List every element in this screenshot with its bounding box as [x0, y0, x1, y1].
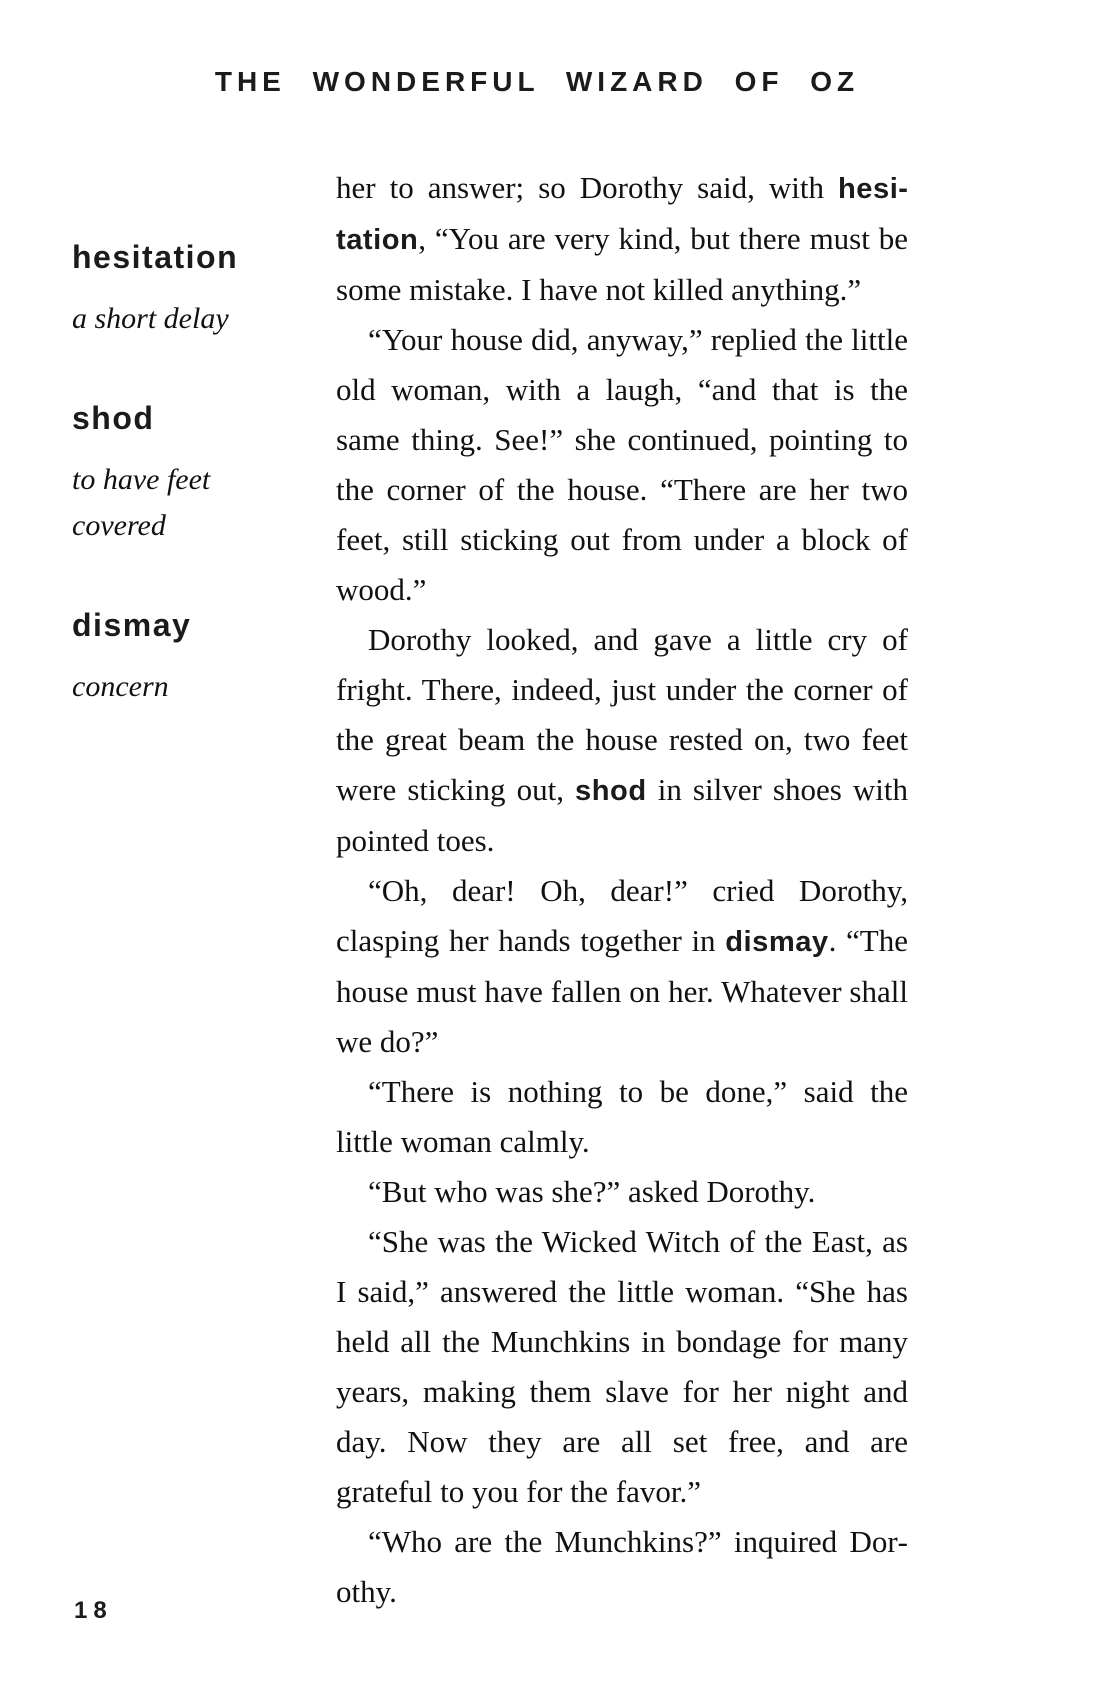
- vocab-term: shod: [72, 400, 155, 436]
- story-text: [336, 163, 908, 1617]
- vocab-definition: to have feet covered: [72, 463, 211, 542]
- paragraph: “Your house did, anyway,” replied the little old woman, with a laugh, “and that is the same thing. See!” she continued, pointing to the corner of the house. “There are her two feet, still sticking out from under a block of wood.”: [336, 322, 908, 607]
- vocab-definition: a short delay: [72, 302, 229, 335]
- vocab-definition: concern: [72, 670, 169, 703]
- paragraph: “Oh, dear! Oh, dear!” cried Dorothy, clasping her hands together in dismay. “The house must have fallen on her. Whatever shall we do?”: [336, 873, 908, 1059]
- paragraph: her to answer; so Dorothy said, with hesitation, “You are very kind, but there must be some mistake. I have not killed anything.”: [336, 170, 908, 307]
- vocab-term: hesitation: [72, 239, 239, 275]
- vocab-entry: [72, 399, 302, 549]
- paragraph: “But who was she?” asked Dorothy.: [368, 1174, 816, 1209]
- paragraph: Dorothy looked, and gave a little cry of fright. There, indeed, just under the corner of the great beam the house rested on, two feet were sticking out, shod in silver shoes with pointed toes.: [336, 622, 908, 858]
- paragraph: “She was the Wicked Witch of the East, as I said,” answered the little woman. “She has held all the Munchkins in bondage for many years, making them slave for her night and day. Now they are all set free, and are grateful to you for the favor.”: [336, 1224, 908, 1509]
- vocab-entry: [72, 606, 302, 710]
- vocab-word-inline: dismay: [725, 926, 829, 958]
- vocab-entry: [72, 238, 302, 342]
- vocab-word-inline: shod: [575, 775, 647, 807]
- vocab-word-inline: hesitation: [336, 173, 908, 256]
- page-number: 18: [74, 1597, 113, 1624]
- paragraph: “Who are the Munchkins?” inquired Dorothy.: [336, 1524, 908, 1609]
- paragraph: “There is nothing to be done,” said the little woman calmly.: [336, 1074, 908, 1159]
- vocab-term: dismay: [72, 607, 192, 643]
- running-head: THE WONDERFUL WIZARD OF OZ: [214, 66, 860, 97]
